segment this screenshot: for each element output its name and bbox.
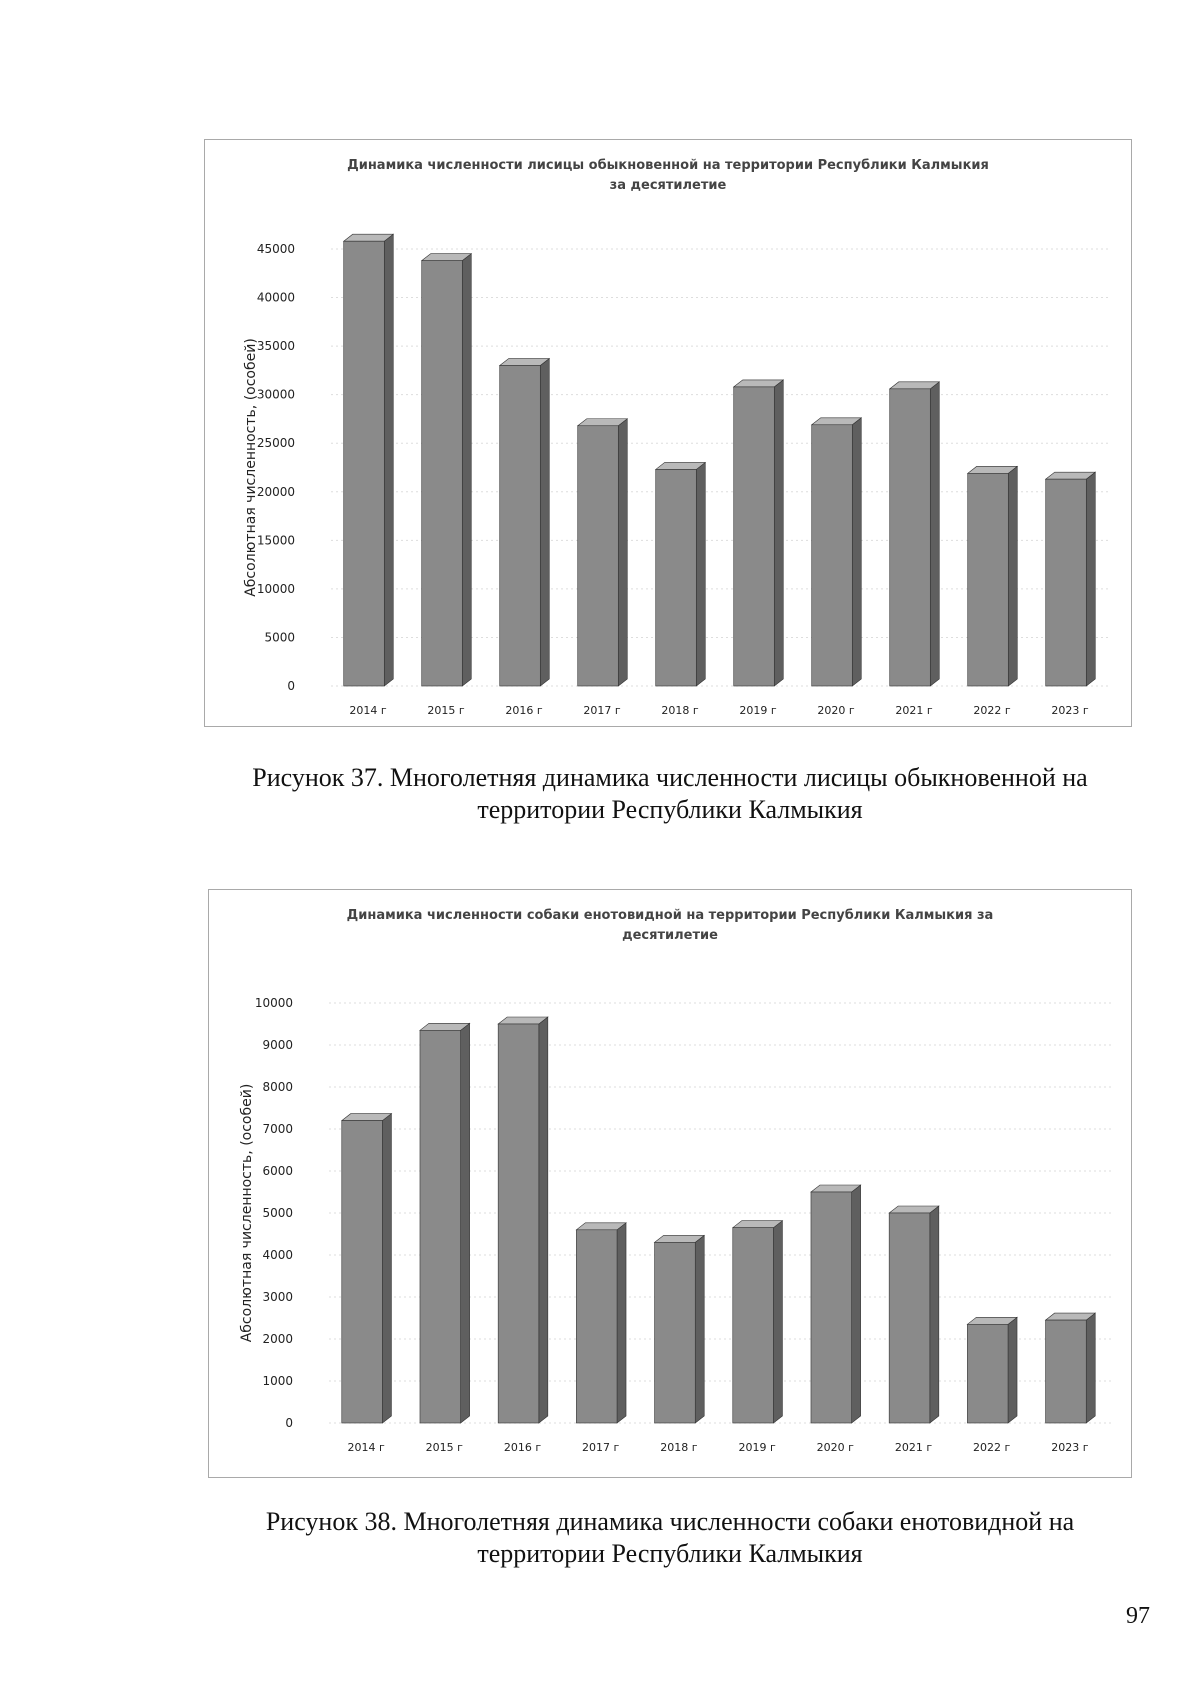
fox-chart-bar-side — [774, 380, 783, 686]
raccoon-dog-chart-bar — [420, 1030, 461, 1423]
raccoon-dog-chart-bar — [733, 1228, 774, 1423]
raccoon-dog-chart-bar-top — [1046, 1313, 1096, 1320]
raccoon-dog-chart-x-tick-label: 2014 г — [347, 1441, 385, 1454]
fox-chart-bar — [968, 473, 1009, 686]
raccoon-dog-chart-y-tick-label: 3000 — [262, 1290, 293, 1304]
raccoon-dog-chart-plot — [209, 890, 1131, 1477]
fox-chart-x-tick-label: 2022 г — [973, 704, 1011, 717]
raccoon-dog-chart-y-tick-label: 2000 — [262, 1332, 293, 1346]
raccoon-dog-chart-bar-side — [695, 1235, 704, 1423]
raccoon-dog-chart-bar — [342, 1121, 383, 1423]
raccoon-dog-chart-bar-top — [811, 1185, 861, 1192]
figure-37-caption — [180, 762, 1160, 826]
fox-chart-bar — [344, 241, 385, 686]
page-number: 97 — [1126, 1603, 1150, 1629]
raccoon-dog-chart-x-tick-label: 2017 г — [582, 1441, 620, 1454]
raccoon-dog-chart-bar-top — [498, 1017, 548, 1024]
fox-chart-x-tick-label: 2020 г — [817, 704, 855, 717]
fox-chart-y-tick-label: 30000 — [256, 387, 295, 402]
fox-chart-bar-top — [734, 380, 784, 387]
figure-37-caption-line2: территории Республики Калмыкия — [477, 795, 863, 824]
raccoon-dog-chart-bar — [967, 1324, 1008, 1423]
raccoon-dog-chart-y-tick-label: 6000 — [262, 1164, 293, 1178]
fox-chart-bar-side — [930, 382, 939, 686]
fox-chart-bar-top — [890, 382, 940, 389]
fox-chart-bar-top — [656, 462, 706, 469]
raccoon-dog-chart-bar-top — [576, 1223, 626, 1230]
fox-chart-bar — [1046, 479, 1087, 686]
fox-chart-x-tick-label: 2015 г — [427, 704, 465, 717]
raccoon-dog-chart-bar — [498, 1024, 539, 1423]
raccoon-dog-chart-title-line1: Динамика численности собаки енотовидной на территории Республики Калмыкия за — [346, 908, 994, 923]
fox-chart-y-tick-label: 45000 — [256, 242, 295, 256]
fox-chart-y-tick-label: 0 — [287, 679, 295, 693]
fox-chart-x-tick-label: 2019 г — [739, 704, 777, 717]
fox-chart-bar-side — [618, 419, 627, 686]
fox-chart — [204, 139, 1132, 727]
fox-chart-bar-top — [500, 359, 550, 366]
raccoon-dog-chart-x-tick-label: 2015 г — [425, 1441, 463, 1454]
fox-chart-bar-side — [384, 234, 393, 686]
raccoon-dog-chart-bar — [576, 1230, 617, 1423]
raccoon-dog-chart-bar-side — [617, 1223, 626, 1423]
raccoon-dog-chart-x-tick-label: 2022 г — [973, 1441, 1011, 1454]
raccoon-dog-chart-x-tick-label: 2018 г — [660, 1441, 698, 1454]
raccoon-dog-chart-bar-side — [773, 1221, 782, 1423]
figure-38-caption-line2: территории Республики Калмыкия — [477, 1539, 863, 1568]
fox-chart-bar-side — [1086, 472, 1095, 686]
fox-chart-x-tick-label: 2023 г — [1051, 704, 1089, 717]
raccoon-dog-chart-y-tick-label: 0 — [285, 1416, 293, 1430]
raccoon-dog-chart-bar-top — [967, 1317, 1017, 1324]
fox-chart-x-tick-label: 2017 г — [583, 704, 621, 717]
raccoon-dog-chart — [208, 889, 1132, 1478]
raccoon-dog-chart-y-tick-label: 4000 — [262, 1248, 293, 1262]
fox-chart-bar — [578, 426, 619, 686]
raccoon-dog-chart-x-tick-label: 2023 г — [1051, 1441, 1089, 1454]
raccoon-dog-chart-bar-top — [733, 1221, 783, 1228]
fox-chart-x-tick-label: 2014 г — [349, 704, 387, 717]
fox-chart-x-tick-label: 2016 г — [505, 704, 543, 717]
fox-chart-bar-side — [852, 418, 861, 686]
fox-chart-y-axis-title: Абсолютная численность, (особей) — [243, 338, 259, 597]
fox-chart-bar-side — [1008, 466, 1017, 686]
raccoon-dog-chart-y-axis-title: Абсолютная численность, (особей) — [239, 1083, 255, 1343]
fox-chart-y-tick-label: 20000 — [256, 484, 295, 499]
fox-chart-bar — [656, 469, 697, 686]
fox-chart-bar — [890, 389, 931, 686]
fox-chart-bar-top — [812, 418, 862, 425]
fox-chart-plot — [205, 140, 1131, 726]
fox-chart-y-tick-label: 25000 — [256, 436, 295, 451]
fox-chart-bar-side — [462, 254, 471, 686]
raccoon-dog-chart-y-tick-label: 7000 — [262, 1122, 293, 1136]
raccoon-dog-chart-bar-top — [420, 1023, 470, 1030]
raccoon-dog-chart-x-tick-label: 2020 г — [816, 1441, 854, 1454]
figure-37-caption-line1: Рисунок 37. Многолетняя динамика численности лисицы обыкновенной на — [252, 763, 1088, 792]
raccoon-dog-chart-bar-side — [382, 1114, 391, 1423]
fox-chart-bar-top — [1046, 472, 1096, 479]
figure-38-caption — [180, 1506, 1160, 1570]
raccoon-dog-chart-bar-side — [930, 1206, 939, 1423]
fox-chart-bar-top — [422, 254, 472, 261]
raccoon-dog-chart-bar-top — [655, 1235, 705, 1242]
raccoon-dog-chart-title-line2: десятилетие — [622, 928, 718, 943]
raccoon-dog-chart-bar — [811, 1192, 852, 1423]
fox-chart-bar-top — [968, 466, 1018, 473]
fox-chart-title-line1: Динамика численности лисицы обыкновенной на территории Республики Калмыкия — [347, 158, 989, 173]
raccoon-dog-chart-bar-side — [852, 1185, 861, 1423]
fox-chart-x-tick-label: 2018 г — [661, 704, 699, 717]
fox-chart-bar — [500, 366, 541, 686]
fox-chart-bar — [734, 387, 775, 686]
raccoon-dog-chart-x-tick-label: 2016 г — [503, 1441, 542, 1454]
raccoon-dog-chart-bar-top — [889, 1206, 939, 1213]
raccoon-dog-chart-bar-top — [342, 1114, 392, 1121]
fox-chart-bar-side — [540, 359, 549, 686]
fox-chart-bar — [812, 425, 853, 686]
raccoon-dog-chart-bar-side — [461, 1023, 470, 1423]
figure-38-caption-line1: Рисунок 38. Многолетняя динамика численности собаки енотовидной на — [265, 1507, 1075, 1536]
fox-chart-y-tick-label: 10000 — [256, 581, 295, 596]
raccoon-dog-chart-x-tick-label: 2019 г — [738, 1441, 776, 1454]
fox-chart-bar-top — [344, 234, 394, 241]
fox-chart-y-tick-label: 5000 — [264, 630, 295, 645]
raccoon-dog-chart-y-tick-label: 1000 — [262, 1374, 293, 1388]
raccoon-dog-chart-bar-side — [1008, 1317, 1017, 1423]
fox-chart-y-tick-label: 15000 — [256, 533, 295, 548]
fox-chart-bar — [422, 261, 463, 686]
raccoon-dog-chart-y-tick-label: 10000 — [254, 996, 293, 1010]
fox-chart-x-tick-label: 2021 г — [895, 704, 933, 717]
fox-chart-bar-side — [696, 462, 705, 686]
fox-chart-bar-top — [578, 419, 628, 426]
raccoon-dog-chart-bar — [1046, 1320, 1087, 1423]
raccoon-dog-chart-bar-side — [539, 1017, 548, 1423]
raccoon-dog-chart-x-tick-label: 2021 г — [894, 1441, 933, 1454]
fox-chart-y-tick-label: 40000 — [256, 290, 295, 305]
raccoon-dog-chart-bar-side — [1086, 1313, 1095, 1423]
raccoon-dog-chart-bar — [889, 1213, 930, 1423]
raccoon-dog-chart-y-tick-label: 9000 — [262, 1038, 293, 1052]
raccoon-dog-chart-bar — [655, 1242, 696, 1423]
raccoon-dog-chart-y-tick-label: 8000 — [262, 1080, 293, 1094]
fox-chart-title-line2: за десятилетие — [609, 178, 727, 193]
fox-chart-y-tick-label: 35000 — [256, 339, 295, 354]
raccoon-dog-chart-y-tick-label: 5000 — [262, 1206, 293, 1220]
